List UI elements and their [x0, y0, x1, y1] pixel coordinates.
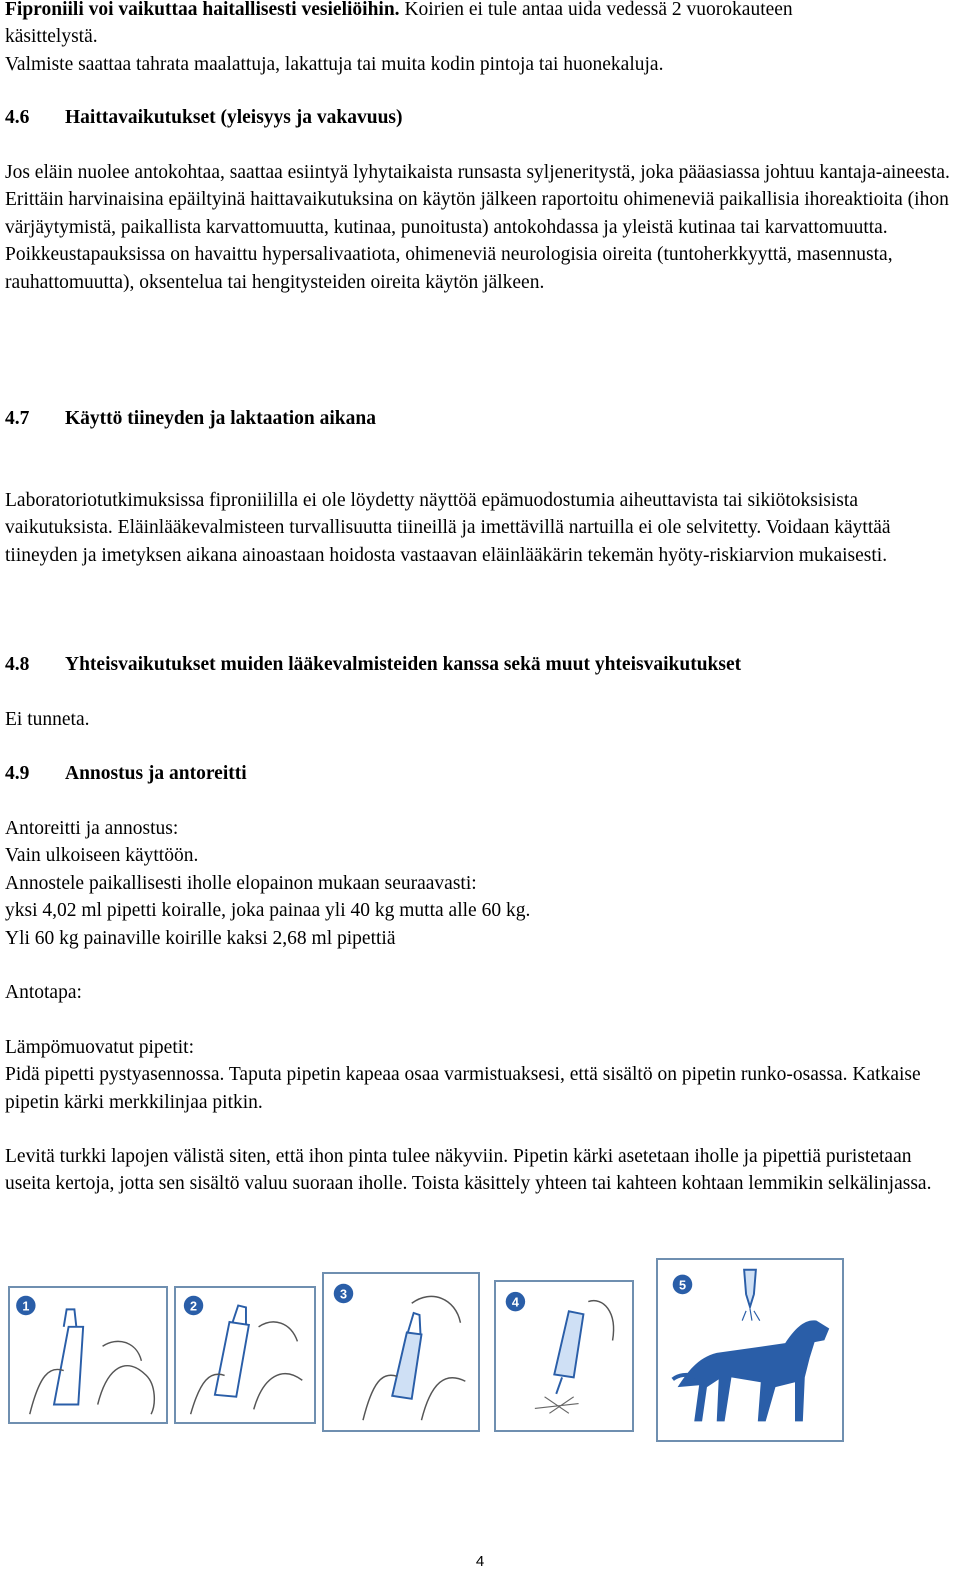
pipette-cut-illustration: [324, 1274, 478, 1430]
step-number-2: 2: [190, 1299, 198, 1314]
text-line: Antoreitti ja annostus:: [5, 818, 179, 839]
step-number-1: 1: [22, 1299, 30, 1314]
section-4-6-body: [5, 159, 955, 296]
paragraph: Ei tunneta.: [5, 709, 90, 730]
figure-step-3: [322, 1272, 480, 1432]
intro-line-2: käsittelystä.: [5, 26, 98, 48]
section-title: Annostus ja antoreitti: [65, 763, 247, 784]
application-instructions: [5, 1143, 955, 1198]
text-line: Lämpömuovatut pipetit:: [5, 1037, 195, 1058]
instruction-figures: [0, 1250, 960, 1460]
section-4-9: [5, 760, 955, 787]
text-line: yksi 4,02 ml pipetti koiralle, joka painaa yli 40 kg mutta alle 60 kg.: [5, 900, 531, 922]
section-4-8-heading: [5, 651, 955, 678]
section-4-9-body: [5, 815, 955, 952]
section-title: Yhteisvaikutukset muiden lääkevalmisteiden kanssa sekä muut yhteisvaikutukset: [65, 654, 742, 675]
paragraph: Laboratoriotutkimuksissa fiproniililla ei ole löydetty näyttöä epämuodostumia aiheuttavista tai sikiötoksisista vaikutuksista. Eläinlääkevalmisteen turvallisuutta tiineillä ja imettävillä nartuilla ei ole selvitetty. Voidaan käyttää tiineyden ja imetyksen aikana ainoastaan hoidosta vastaavan eläinlääkärin tekemän hyöty-riskiarvion mukaisesti.: [5, 490, 891, 566]
intro-bold: Fiproniili voi vaikuttaa haitallisesti vesieliöihin.: [5, 0, 400, 20]
section-title: Käyttö tiineyden ja laktaation aikana: [65, 408, 376, 429]
section-title: Haittavaikutukset (yleisyys ja vakavuus): [65, 107, 403, 128]
section-4-7-heading: [5, 405, 955, 432]
pipette-tap-illustration: [176, 1288, 314, 1422]
text-line: Yli 60 kg painaville koirille kaksi 2,68 ml pipettiä: [5, 927, 396, 949]
text-line: Vain ulkoiseen käyttöön.: [5, 845, 199, 867]
section-number: 4.7: [5, 408, 30, 429]
figure-step-4: [494, 1280, 634, 1432]
section-4-7-body: [5, 487, 955, 569]
section-number: 4.6: [5, 107, 30, 128]
section-4-8: [5, 651, 955, 678]
paragraph: Pidä pipetti pystyasennossa. Taputa pipetin kapeaa osaa varmistuaksesi, että sisältö on pipetin runko-osassa. Katkaise pipetin kärki merkkilinjaa pitkin.: [5, 1064, 921, 1113]
step-number-5: 5: [678, 1277, 687, 1293]
intro-rest: Koirien ei tule antaa uida vedessä 2 vuorokauteen: [399, 0, 793, 20]
page-number: 4: [475, 1553, 485, 1570]
intro-text: [5, 0, 955, 78]
section-number: 4.8: [5, 654, 30, 675]
figure-step-5: [656, 1258, 844, 1442]
paragraph: Levitä turkki lapojen välistä siten, että ihon pinta tulee näkyviin. Pipetin kärki asetetaan iholle ja pipettiä puristetaan useita kertoja, jotta sen sisältö valuu suoraan iholle. Toista käsittely yhteen tai kahteen kohtaan lemmikin selkälinjassa.: [5, 1146, 932, 1195]
section-4-7: [5, 405, 955, 432]
step-number-3: 3: [339, 1287, 348, 1302]
dog-application-illustration: [658, 1260, 842, 1440]
step-number-4: 4: [511, 1295, 519, 1310]
section-number: 4.9: [5, 763, 30, 784]
pipette-hands-illustration: [10, 1288, 166, 1422]
section-4-9-heading: [5, 760, 955, 787]
antotapa-label: [5, 979, 955, 1006]
text-line: Antotapa:: [5, 982, 82, 1003]
section-4-6-heading: [5, 104, 955, 131]
section-4-8-body: [5, 706, 955, 733]
section-4-6: [5, 104, 955, 131]
pipette-apply-illustration: [496, 1282, 632, 1430]
intro-line-1: [5, 0, 955, 23]
figure-step-2: [174, 1286, 316, 1424]
pipette-instructions: [5, 1034, 955, 1116]
figure-step-1: [8, 1286, 168, 1424]
paragraph: Jos eläin nuolee antokohtaa, saattaa esiintyä lyhytaikaista runsasta syljeneritystä, joka pääasiassa johtuu kantaja-aineesta.: [5, 162, 950, 183]
paragraph: Erittäin harvinaisina epäiltyinä haittavaikutuksina on käytön jälkeen raportoitu ohimeneviä paikallisia ihoreaktioita (ihon värjäytymistä, paikallista karvattomuutta, kutinaa, punoitusta) antokohdassa ja yleistä kutinaa tai karvattomuutta. Poikkeustapauksissa on havaittu hypersalivaatiota, ohimeneviä neurologisia oireita (tuntoherkkyyttä, masennusta, rauhattomuutta), oksentelua tai hengitysteiden oireita käytön jälkeen.: [5, 189, 949, 293]
text-line: Annostele paikallisesti iholle elopainon mukaan seuraavasti:: [5, 872, 477, 894]
intro-line-3: Valmiste saattaa tahrata maalattuja, lakattuja tai muita kodin pintoja tai huonekaluja.: [5, 53, 664, 75]
